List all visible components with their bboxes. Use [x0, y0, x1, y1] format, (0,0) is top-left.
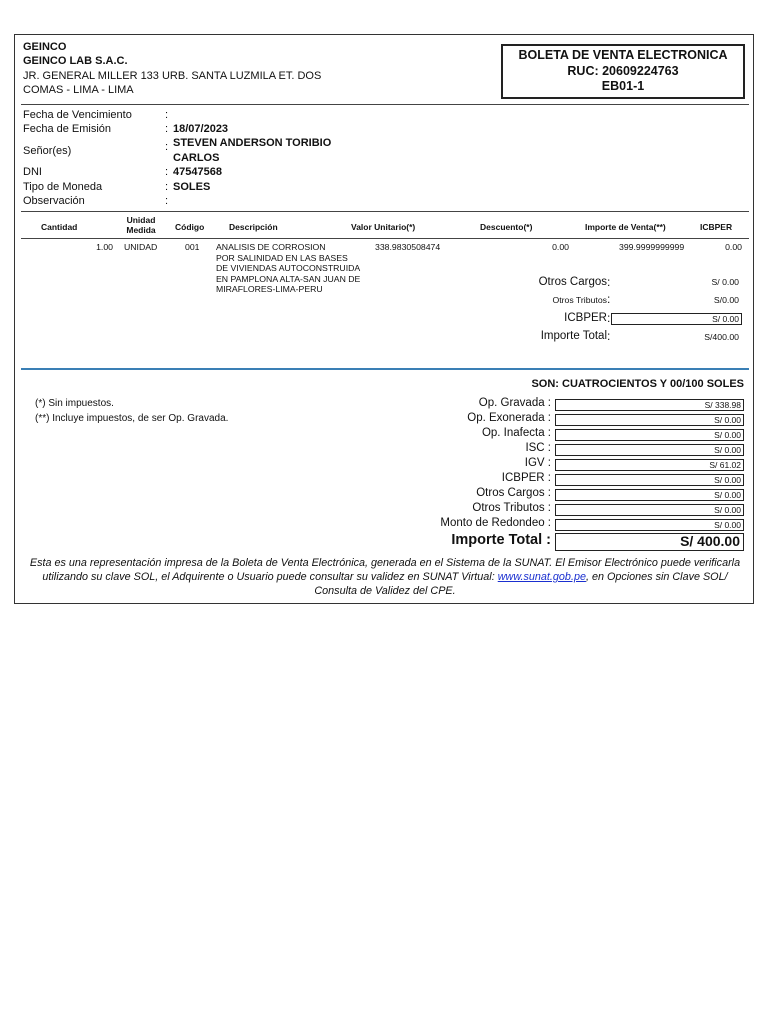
subtotal-label-otros-cargos: Otros Cargos — [538, 276, 607, 288]
invoice-document — [14, 34, 754, 604]
total-value-icbper: S/ 0.00 — [555, 474, 744, 486]
col-header-unidad-medida — [119, 216, 163, 235]
description-line: DE VIVIENDAS AUTOCONSTRUIDA — [216, 263, 361, 273]
col-header-codigo: Código — [175, 222, 205, 232]
document-id-box — [501, 44, 745, 99]
col-header-cantidad: Cantidad — [41, 222, 78, 232]
colon: : — [165, 123, 169, 135]
description-line: ANALISIS DE CORROSION — [216, 242, 326, 252]
field-label-dni: DNI — [23, 166, 42, 178]
document-series: EB01-1 — [601, 79, 645, 93]
subtotal-label-icbper: ICBPER — [564, 312, 607, 324]
field-value-dni: 47547568 — [173, 166, 222, 178]
field-value-tipo-moneda: SOLES — [173, 181, 211, 193]
total-label-op-exonerada: Op. Exonerada : — [467, 412, 551, 424]
company-address: JR. GENERAL MILLER 133 URB. SANTA LUZMILA ET. DOS — [23, 70, 322, 82]
company-legal-name: GEINCO LAB S.A.C. — [23, 55, 128, 67]
col-header-unidad-line1: Unidad — [126, 215, 156, 225]
total-value-op-inafecta: S/ 0.00 — [555, 429, 744, 441]
amount-in-words: SON: CUATROCIENTOS Y 00/100 SOLES — [531, 378, 744, 390]
field-label-tipo-moneda: Tipo de Moneda — [23, 181, 103, 193]
col-header-importe: Importe de Venta(**) — [585, 222, 666, 232]
cell-icbper: 0.00 — [725, 242, 742, 252]
subtotal-value-icbper: S/ 0.00 — [611, 313, 742, 325]
description-line: POR SALINIDAD EN LAS BASES — [216, 252, 348, 263]
colon: : — [165, 166, 169, 178]
colon: : — [607, 292, 611, 306]
table-top-divider — [21, 211, 749, 212]
col-header-descripcion: Descripción — [229, 222, 278, 232]
total-label-icbper: ICBPER : — [501, 472, 551, 484]
document-title: BOLETA DE VENTA ELECTRONICA — [518, 48, 728, 62]
cell-codigo: 001 — [185, 242, 200, 252]
total-label-isc: ISC : — [525, 442, 551, 454]
footer-text-after: , en Opciones sin Clave SOL/ Consulta de Validez del CPE. — [314, 571, 728, 597]
subtotal-value-importe-total: S/400.00 — [704, 332, 739, 342]
total-label-otros-tributos: Otros Tributos : — [472, 502, 551, 514]
footer-disclaimer — [25, 556, 745, 598]
description-line: EN PAMPLONA ALTA-SAN JUAN DE — [216, 273, 361, 284]
total-value-otros-tributos: S/ 0.00 — [555, 504, 744, 516]
grand-total-value: S/ 400.00 — [555, 533, 744, 551]
col-header-unidad-line2: Medida — [126, 224, 156, 235]
subtotal-value-otros-tributos: S/0.00 — [713, 295, 739, 305]
total-value-op-exonerada: S/ 0.00 — [555, 414, 744, 426]
total-value-isc: S/ 0.00 — [555, 444, 744, 456]
field-label-fecha-emision: Fecha de Emisión — [23, 123, 112, 135]
footer-text-before: Esta es una representación impresa de la Boleta de Venta Electrónica, generada en el Sistema de la SUNAT. El Emisor Electrónico puede verificarla utilizando su clave SOL, el Adquirente o Usuario puede consultar su validez en SUNAT Virtual: — [29, 557, 741, 583]
grand-total-label: Importe Total : — [451, 532, 551, 548]
description-line: MIRAFLORES-LIMA-PERU — [216, 284, 323, 294]
col-header-icbper: ICBPER — [700, 222, 733, 232]
total-label-op-inafecta: Op. Inafecta : — [481, 427, 551, 439]
col-header-valor-unitario: Valor Unitario(*) — [351, 222, 416, 232]
colon: : — [607, 329, 611, 343]
cell-valor-unitario: 338.9830508474 — [375, 242, 441, 252]
cell-descripcion — [216, 242, 360, 295]
field-label-senores: Señor(es) — [23, 145, 72, 157]
total-label-monto-redondeo: Monto de Redondeo : — [440, 517, 551, 529]
cell-descuento: 0.00 — [552, 242, 569, 252]
col-header-descuento: Descuento(*) — [480, 222, 533, 232]
total-label-otros-cargos: Otros Cargos : — [476, 487, 551, 499]
table-header-divider — [21, 238, 749, 239]
subtotal-label-otros-tributos: Otros Tributos — [552, 295, 607, 305]
note-incluye-impuestos: (**) Incluye impuestos, de ser Op. Gravada. — [35, 413, 229, 424]
colon: : — [607, 275, 611, 289]
total-value-otros-cargos: S/ 0.00 — [555, 489, 744, 501]
colon: : — [165, 195, 169, 207]
total-value-igv: S/ 61.02 — [555, 459, 744, 471]
field-value-fecha-emision: 18/07/2023 — [173, 123, 229, 135]
colon: : — [165, 109, 169, 121]
note-sin-impuestos: (*) Sin impuestos. — [35, 398, 114, 409]
cell-cantidad: 1.00 — [96, 242, 113, 252]
document-ruc: RUC: 20609224763 — [567, 63, 679, 78]
total-value-op-gravada: S/ 338.98 — [555, 399, 744, 411]
cell-importe: 399.9999999999 — [619, 242, 685, 252]
header-divider — [21, 104, 749, 105]
colon: : — [165, 141, 169, 153]
subtotal-label-importe-total: Importe Total — [540, 330, 607, 342]
company-short-name: GEINCO — [23, 41, 67, 53]
field-value-senores-line1: STEVEN ANDERSON TORIBIO — [173, 137, 332, 149]
company-city: COMAS - LIMA - LIMA — [23, 84, 134, 96]
field-label-observacion: Observación — [23, 195, 85, 207]
total-label-igv: IGV : — [524, 457, 551, 469]
sunat-link[interactable]: www.sunat.gob.pe — [497, 571, 586, 583]
section-divider — [21, 368, 749, 370]
colon: : — [165, 181, 169, 193]
total-value-monto-redondeo: S/ 0.00 — [555, 519, 744, 531]
cell-unidad: UNIDAD — [124, 242, 158, 252]
colon: : — [607, 311, 611, 325]
total-label-op-gravada: Op. Gravada : — [478, 397, 551, 409]
subtotal-value-otros-cargos: S/ 0.00 — [711, 277, 739, 287]
field-value-senores-line2: CARLOS — [173, 152, 220, 164]
field-label-fecha-vencimiento: Fecha de Vencimiento — [23, 109, 132, 121]
